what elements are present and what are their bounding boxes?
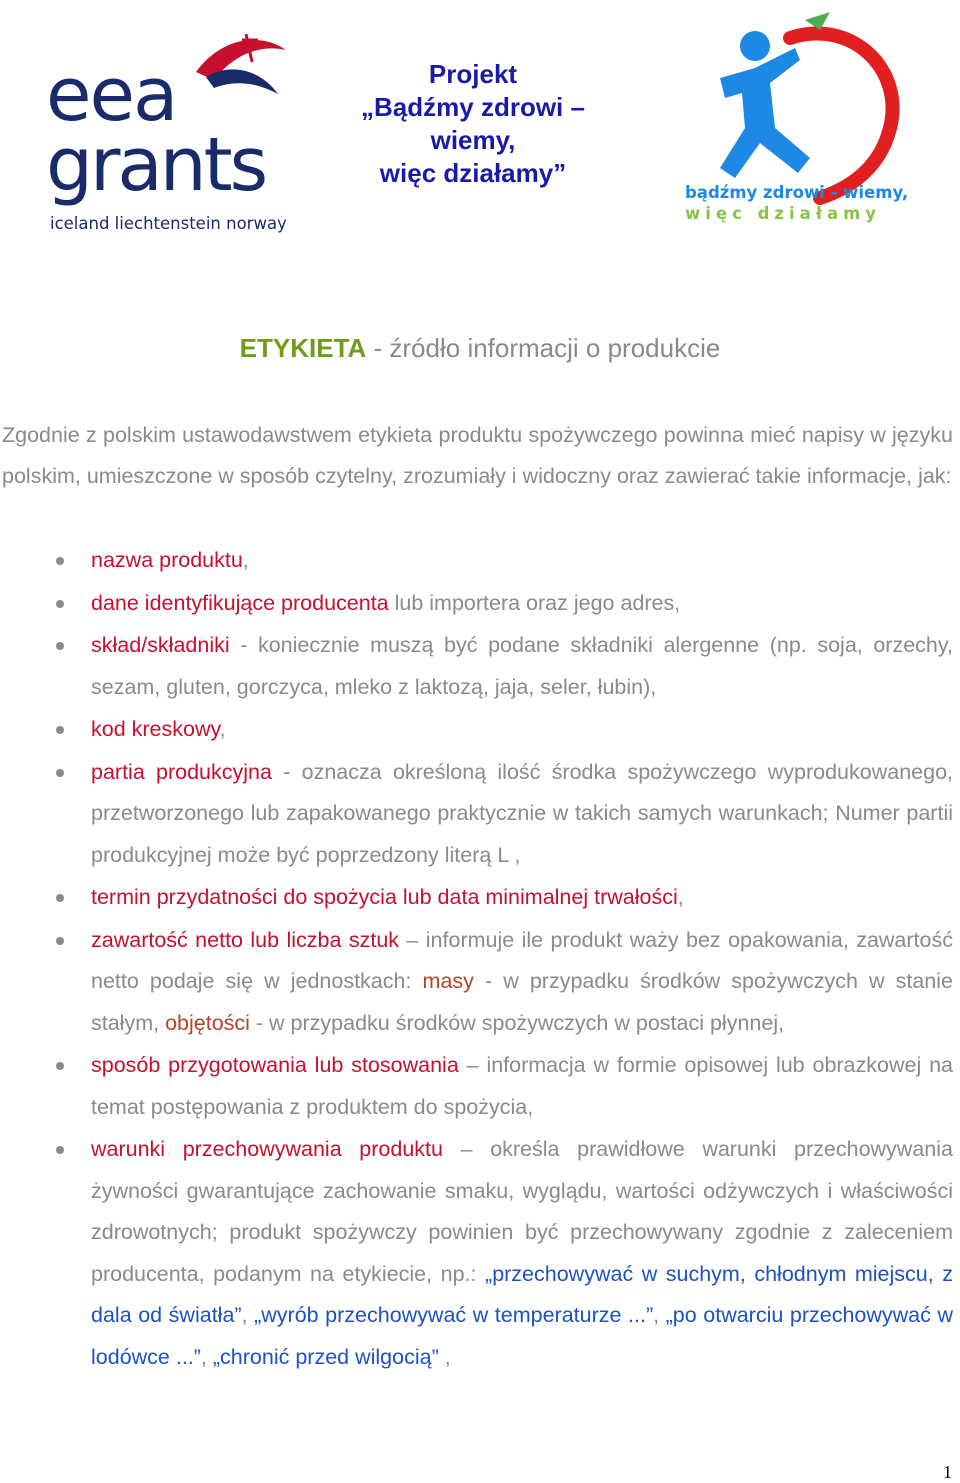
list-item-text: , [219, 717, 226, 741]
list-item-text: , [242, 548, 249, 572]
project-title-line: „Bądźmy zdrowi – [361, 92, 585, 122]
project-title-line: Projekt [428, 59, 518, 89]
intro-paragraph: Zgodnie z polskim ustawodawstwem etykieta produktu spożywczego powinna mieć napisy w języku polskim, umieszczone w sposób czytelny, zrozumiały i widoczny oraz zawierać takie informacje, jak: [2, 423, 953, 488]
list-item [0, 540, 953, 582]
list-item-text: - koniecznie muszą być podane składniki alergenne (np. soja, orzechy, sezam, gluten, gorczyca, mleko z laktozą, jaja, seler, łubin), [91, 633, 953, 699]
project-title-line: więc działamy” [379, 158, 567, 188]
project-title-line: wiemy, [430, 125, 516, 155]
separator: , [653, 1303, 666, 1327]
logo-slogan-line2: więc działamy [685, 204, 882, 223]
list-item [0, 709, 953, 751]
list-item-text: - w przypadku środków spożywczych w postaci płynnej, [249, 1010, 785, 1035]
list-item [0, 920, 953, 1045]
list-item-term: zawartość netto lub liczba sztuk [91, 927, 400, 952]
list-item-term: partia produkcyjna [91, 759, 272, 784]
logo-slogan-line1: bądźmy zdrowi - wiemy, [685, 183, 909, 202]
list-item-text: – określa prawidłowe warunki przechowywania żywności gwarantujące zachowanie smaku, wyglądu, wartości odżywczych i właściwości zdrowotnych; produkt spożywczy powinien być przechowywany zgodnie z zaleceniem producenta, podanym na etykiecie, np.: [91, 1137, 953, 1286]
label-info-list [0, 540, 960, 1379]
running-figure-icon [720, 12, 892, 198]
badzmy-zdrowi-logo [680, 8, 910, 233]
storage-example: „przechowywać w suchym, chłodnym miejscu, z dala od światła” [91, 1261, 953, 1327]
list-item-term: warunki przechowywania produktu [91, 1137, 443, 1161]
list-item-term: kod kreskowy [91, 717, 220, 741]
eea-grants-swirl-icon [196, 34, 286, 94]
list-item-term: dane identyfikujące producenta [91, 590, 389, 615]
list-item-term: nazwa produktu [91, 548, 243, 572]
heading-rest: - źródło informacji o produkcie [366, 333, 721, 363]
grants-text: grants [46, 122, 266, 208]
eea-grants-logo [46, 32, 296, 237]
list-item-term: skład/składniki [91, 633, 230, 657]
separator: , [241, 1303, 255, 1327]
unit-mass: masy [422, 969, 474, 993]
list-item [0, 877, 953, 919]
list-item [0, 1129, 953, 1378]
list-item-text: , [677, 885, 684, 909]
storage-example: „wyrób przechowywać w temperaturze ...” [254, 1303, 654, 1327]
storage-example: „po otwarciu przechowywać w lodówce ...” [91, 1303, 953, 1369]
list-item-term: termin przydatności do spożycia lub data minimalnej trwałości [91, 885, 678, 909]
list-item-text: – informacja w formie opisowej lub obrazkowej na temat postępowania z produktem do spożycia, [91, 1053, 953, 1119]
eea-text: eea [46, 52, 177, 138]
heading-keyword: ETYKIETA [239, 333, 367, 363]
list-item-text: , [438, 1344, 451, 1369]
separator: , [200, 1344, 213, 1369]
list-item [0, 583, 953, 625]
project-title [330, 58, 616, 190]
list-item-text: lub importera oraz jego adres, [388, 590, 681, 615]
list-item [0, 1045, 953, 1128]
page-number: 1 [943, 1462, 952, 1482]
list-item-term: sposób przygotowania lub stosowania [91, 1053, 459, 1077]
list-item [0, 752, 953, 877]
list-item-text: - w przypadku środków spożywczych w stanie stałym, [91, 969, 953, 1035]
unit-volume: objętości [165, 1010, 250, 1035]
list-item-text: - oznacza określoną ilość środka spożywczego wyprodukowanego, przetworzonego lub zapakowanego praktycznie w takich samych warunkach; Numer partii produkcyjnej może być poprzedzony literą L , [91, 759, 954, 867]
countries-tagline: iceland liechtenstein norway [50, 214, 287, 233]
storage-example: „chronić przed wilgocią” [212, 1344, 439, 1369]
list-item-text: – informuje ile produkt waży bez opakowania, zawartość netto podaje się w jednostkach: [91, 927, 953, 993]
list-item [0, 625, 953, 708]
section-heading [0, 333, 960, 364]
